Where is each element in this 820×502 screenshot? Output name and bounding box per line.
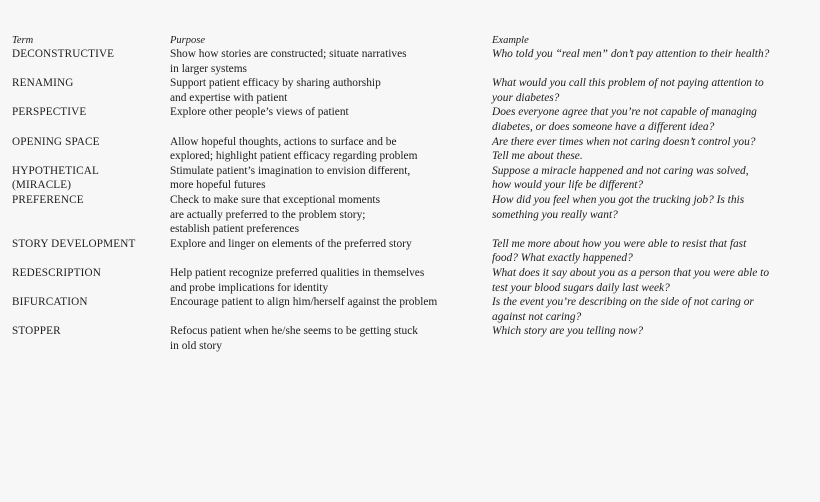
cell-purpose — [170, 105, 492, 134]
cell-purpose-line: in larger systems — [170, 62, 247, 75]
table-row — [12, 47, 808, 76]
cell-example — [492, 193, 808, 237]
cell-example-line: something you really want? — [492, 208, 618, 221]
cell-purpose — [170, 324, 492, 353]
cell-term — [12, 47, 170, 76]
cell-term-line: RENAMING — [12, 77, 74, 90]
cell-example-line: Are there ever times when not caring doesn’t control you? — [492, 135, 756, 148]
cell-example — [492, 76, 808, 105]
cell-purpose-line: Stimulate patient’s imagination to envision different, — [170, 164, 411, 177]
cell-example-line: food? What exactly happened? — [492, 252, 633, 265]
table-row — [12, 266, 808, 295]
cell-purpose-line: explored; highlight patient efficacy regarding problem — [170, 150, 418, 163]
cell-example-line: Who told you “real men” don’t pay attention to their health? — [492, 48, 770, 60]
cell-example — [492, 295, 808, 324]
cell-example — [492, 105, 808, 134]
cell-purpose — [170, 164, 492, 193]
cell-purpose — [170, 76, 492, 105]
cell-term-line: (MIRACLE) — [12, 179, 72, 192]
cell-purpose-line: Encourage patient to align him/herself against the problem — [170, 296, 438, 309]
cell-example-line: Suppose a miracle happened and not caring was solved, — [492, 164, 749, 177]
cell-example-line: What does it say about you as a person that you were able to — [492, 266, 770, 279]
cell-term — [12, 164, 170, 193]
cell-purpose-line: Support patient efficacy by sharing authorship — [170, 77, 381, 90]
table-row — [12, 135, 808, 164]
table-row — [12, 295, 808, 324]
cell-purpose-line: Explore other people’s views of patient — [170, 106, 349, 119]
cell-purpose — [170, 266, 492, 295]
cell-example-line: your diabetes? — [492, 91, 560, 104]
cell-term — [12, 324, 170, 353]
cell-example-line: Which story are you telling now? — [492, 325, 644, 338]
cell-term — [12, 295, 170, 324]
cell-example-line: test your blood sugars daily last week? — [492, 281, 670, 294]
cell-purpose-line: are actually preferred to the problem story; — [170, 208, 366, 221]
cell-example — [492, 237, 808, 266]
table-row — [12, 76, 808, 105]
cell-purpose — [170, 47, 492, 76]
cell-purpose-line: Show how stories are constructed; situate narratives — [170, 48, 407, 60]
cell-example-line: Is the event you’re describing on the side of not caring or — [492, 296, 754, 309]
table-row — [12, 324, 808, 353]
cell-term-line: REDESCRIPTION — [12, 266, 101, 279]
cell-example — [492, 164, 808, 193]
cell-example — [492, 135, 808, 164]
cell-purpose-line: establish patient preferences — [170, 223, 300, 236]
cell-term-line: STOPPER — [12, 325, 61, 338]
table-header — [12, 34, 808, 47]
cell-example-line: diabetes, or does someone have a different idea? — [492, 120, 715, 133]
table-row — [12, 237, 808, 266]
cell-purpose-line: and expertise with patient — [170, 91, 288, 104]
cell-example-line: What would you call this problem of not paying attention to — [492, 77, 764, 90]
cell-term-line: HYPOTHETICAL — [12, 164, 99, 177]
cell-example-line: against not caring? — [492, 310, 582, 323]
cell-term-line: PERSPECTIVE — [12, 106, 87, 119]
cell-purpose-line: more hopeful futures — [170, 179, 266, 192]
cell-example — [492, 47, 808, 76]
cell-term-line: PREFERENCE — [12, 193, 84, 206]
cell-example-line: how would your life be different? — [492, 179, 644, 192]
table-header-row — [12, 34, 808, 47]
cell-term-line: STORY DEVELOPMENT — [12, 237, 136, 250]
table-row — [12, 164, 808, 193]
cell-term — [12, 105, 170, 134]
cell-example — [492, 324, 808, 353]
cell-purpose — [170, 295, 492, 324]
cell-example — [492, 266, 808, 295]
cell-purpose — [170, 193, 492, 237]
table-body — [12, 47, 808, 353]
cell-term-line: DECONSTRUCTIVE — [12, 48, 115, 60]
cell-example-line: Does everyone agree that you’re not capable of managing — [492, 106, 757, 119]
cell-purpose — [170, 135, 492, 164]
column-header-term: Term — [12, 35, 34, 46]
cell-term — [12, 266, 170, 295]
cell-example-line: How did you feel when you got the trucking job? Is this — [492, 193, 745, 206]
cell-term — [12, 193, 170, 237]
table-row — [12, 193, 808, 237]
terms-table — [12, 34, 808, 353]
column-header-purpose: Purpose — [170, 35, 205, 46]
table-row — [12, 105, 808, 134]
cell-term-line: BIFURCATION — [12, 296, 88, 309]
cell-purpose-line: Help patient recognize preferred qualities in themselves — [170, 266, 425, 279]
cell-term — [12, 237, 170, 266]
cell-purpose-line: Check to make sure that exceptional moments — [170, 193, 381, 206]
cell-purpose-line: Allow hopeful thoughts, actions to surface and be — [170, 135, 397, 148]
column-header-example: Example — [492, 35, 529, 46]
cell-example-line: Tell me more about how you were able to resist that fast — [492, 237, 747, 250]
cell-purpose-line: in old story — [170, 339, 222, 352]
cell-purpose-line: Refocus patient when he/she seems to be getting stuck — [170, 325, 419, 338]
cell-purpose-line: Explore and linger on elements of the preferred story — [170, 237, 412, 250]
cell-term — [12, 76, 170, 105]
cell-term-line: OPENING SPACE — [12, 135, 100, 148]
cell-term — [12, 135, 170, 164]
cell-purpose-line: and probe implications for identity — [170, 281, 329, 294]
cell-purpose — [170, 237, 492, 266]
cell-example-line: Tell me about these. — [492, 150, 583, 163]
